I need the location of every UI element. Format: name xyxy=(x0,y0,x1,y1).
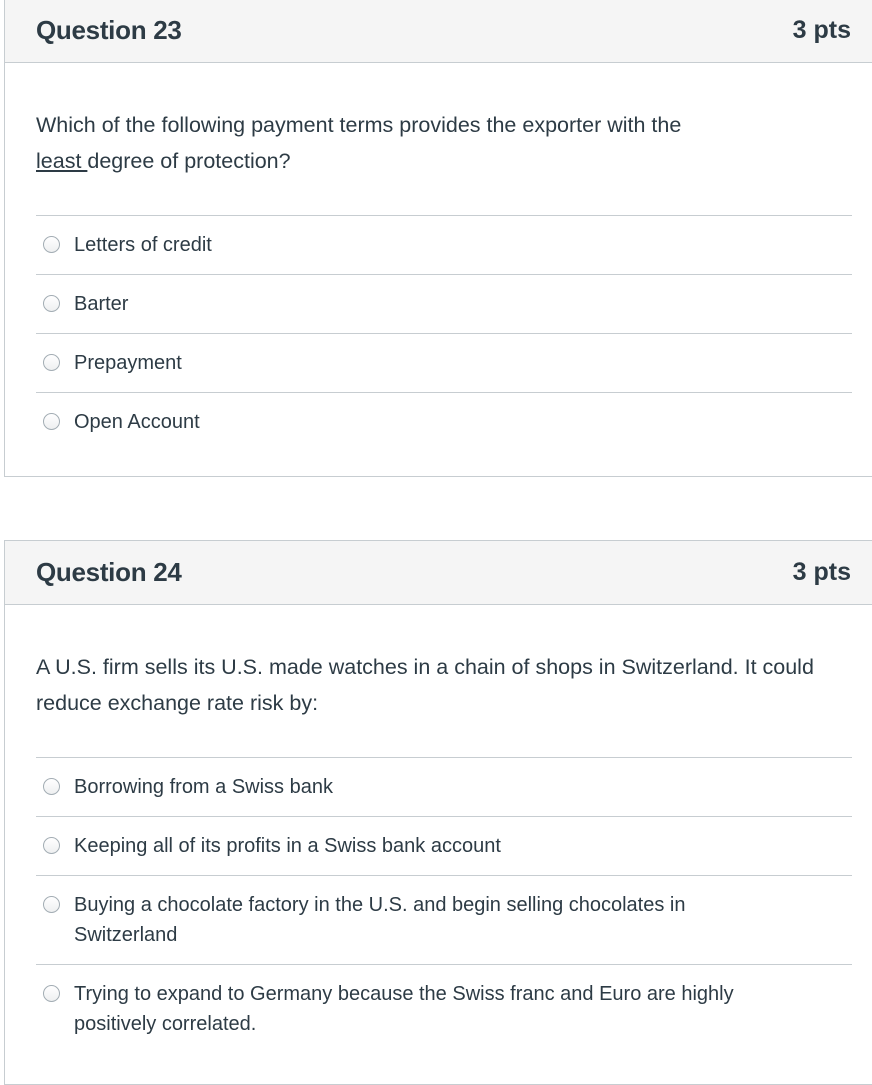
answer-list xyxy=(36,757,852,1053)
question-text xyxy=(36,63,852,179)
question-24-card xyxy=(4,540,872,1085)
answer-option[interactable] xyxy=(36,334,852,393)
answer-label: Letters of credit xyxy=(74,234,212,256)
answer-option[interactable] xyxy=(36,393,852,451)
question-title: Question 24 xyxy=(36,557,182,587)
answer-label: Keeping all of its profits in a Swiss bank account xyxy=(74,835,501,857)
answer-list xyxy=(36,215,852,451)
question-text-rest: degree of protection? xyxy=(87,149,291,173)
answer-option[interactable] xyxy=(36,965,852,1053)
answer-option[interactable] xyxy=(36,817,852,876)
answer-label: Open Account xyxy=(74,411,200,433)
radio-button[interactable] xyxy=(43,413,60,430)
question-text-emphasis: least xyxy=(36,149,88,173)
question-points: 3 pts xyxy=(792,558,851,586)
answer-label: Prepayment xyxy=(74,352,182,374)
question-23-card xyxy=(4,0,872,477)
question-points: 3 pts xyxy=(792,16,851,44)
question-body xyxy=(5,63,872,451)
question-body xyxy=(5,605,872,1053)
radio-button[interactable] xyxy=(43,837,60,854)
radio-button[interactable] xyxy=(43,236,60,253)
answer-option[interactable] xyxy=(36,216,852,275)
answer-option[interactable] xyxy=(36,758,852,817)
answer-option[interactable] xyxy=(36,275,852,334)
question-header xyxy=(5,0,872,63)
radio-button[interactable] xyxy=(43,295,60,312)
radio-button[interactable] xyxy=(43,896,60,913)
answer-label: Buying a chocolate factory in the U.S. and begin selling chocolates in Switzerland xyxy=(74,894,686,946)
radio-button[interactable] xyxy=(43,778,60,795)
radio-button[interactable] xyxy=(43,354,60,371)
question-text-line: Which of the following payment terms provides the exporter with the xyxy=(36,113,682,137)
question-header xyxy=(5,541,872,605)
question-title: Question 23 xyxy=(36,15,182,45)
answer-label: Trying to expand to Germany because the Swiss franc and Euro are highly positively correlated. xyxy=(74,983,734,1035)
answer-option[interactable] xyxy=(36,876,852,965)
radio-button[interactable] xyxy=(43,985,60,1002)
question-text: A U.S. firm sells its U.S. made watches in a chain of shops in Switzerland. It could reduce exchange rate risk by: xyxy=(36,655,814,715)
answer-label: Borrowing from a Swiss bank xyxy=(74,776,333,798)
answer-label: Barter xyxy=(74,293,129,315)
